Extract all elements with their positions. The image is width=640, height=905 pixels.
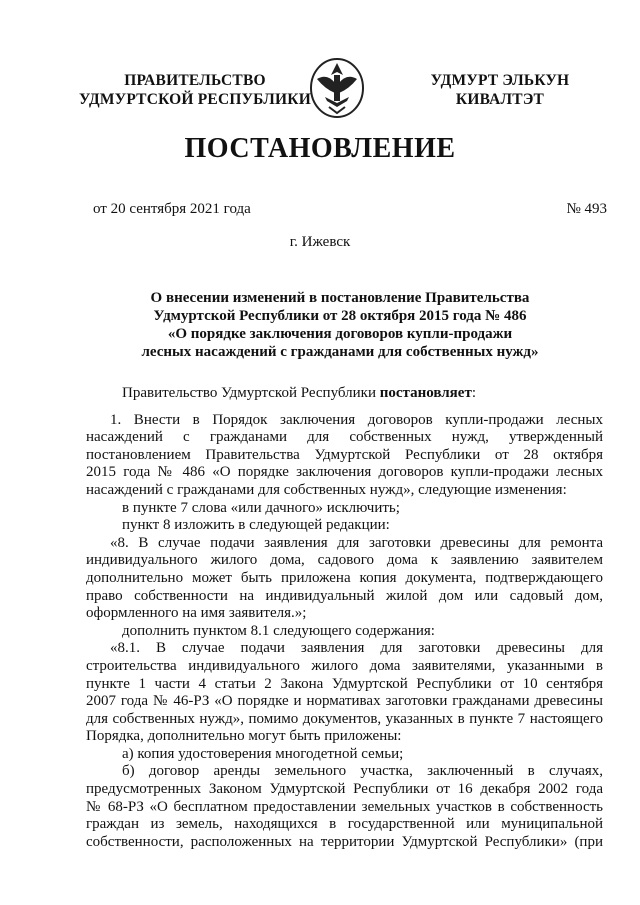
document-date: от 20 сентября 2021 года: [93, 201, 251, 217]
body-line: право собственности на индивидуальный жилой дом или садовый дом,: [86, 587, 603, 604]
title-line: Удмуртской Республики от 28 октября 2015 года № 486: [153, 308, 527, 324]
issuer-ud-line2: КИВАЛТЭТ: [455, 91, 545, 108]
title-line: О внесении изменений в постановление Правительства: [150, 290, 530, 306]
document-body: [86, 385, 603, 851]
coat-of-arms-icon: [309, 57, 365, 119]
intro-colon: :: [471, 385, 476, 401]
intro-paragraph: [86, 385, 603, 403]
intro-text: Правительство Удмуртской Республики: [122, 385, 380, 401]
issuer-ud-line1: УДМУРТ ЭЛЬКУН: [430, 72, 570, 89]
issuer-name-udmurt: [400, 71, 600, 109]
issuer-ru-line1: ПРАВИТЕЛЬСТВО: [124, 72, 266, 89]
body-line: а) копия удостоверения многодетной семьи;: [122, 745, 404, 762]
body-line: 2007 года № 46-РЗ «О порядке и нормативах заготовки гражданами древесины: [86, 693, 603, 710]
document-type-heading: ПОСТАНОВЛЕНИЕ: [184, 133, 456, 164]
body-line: постановлением Правительства Удмуртской Республики от 28 октября: [86, 446, 603, 463]
body-line: в пункте 7 слова «или дачного» исключить;: [122, 499, 400, 516]
body-line: дополнительно может быть приложена копия документа, подтверждающего: [86, 569, 603, 586]
body-line: насаждений с гражданами для собственных нужд, утвержденный: [86, 429, 603, 446]
body-line: № 68-РЗ «О бесплатном предоставлении земельных участков в собственность: [86, 798, 603, 815]
body-line: «8.1. В случае подачи заявления для заготовки древесины для: [110, 640, 603, 657]
body-line: «8. В случае подачи заявления для заготовки древесины для ремонта: [110, 534, 603, 551]
intro-verb: постановляет: [379, 385, 472, 401]
title-line: лесных насаждений с гражданами для собственных нужд»: [141, 344, 539, 360]
body-line: строительства индивидуального жилого дома заявителями, указанными в: [86, 657, 603, 674]
body-line: пункт 8 изложить в следующей редакции:: [122, 517, 390, 534]
body-line: Порядка, дополнительно могут быть приложены:: [86, 728, 402, 745]
document-number: № 493: [566, 201, 607, 217]
document-title: [110, 289, 570, 361]
body-line: для собственных нужд», помимо документов, указанных в пункте 7 настоящего: [86, 710, 603, 727]
title-line: «О порядке заключения договоров купли-продажи: [167, 326, 513, 342]
document-city: г. Ижевск: [289, 234, 351, 250]
issuer-ru-line2: УДМУРТСКОЙ РЕСПУБЛИКИ: [79, 91, 311, 108]
body-line: предусмотренных Законом Удмуртской Республики от 16 декабря 2002 года: [86, 781, 603, 798]
body-line: собственности, расположенных на территории Удмуртской Республики» (при: [86, 833, 603, 850]
body-line: б) договор аренды земельного участка, заключенный в случаях,: [122, 763, 603, 780]
body-line: 1. Внести в Порядок заключения договоров купли-продажи лесных: [110, 411, 603, 428]
body-line: 2015 года № 486 «О порядке заключения договоров купли-продажи лесных: [86, 464, 603, 481]
body-line: граждан из земель, находящихся в государственной или муниципальной: [86, 816, 603, 833]
issuer-name-russian: [70, 71, 320, 109]
body-line: индивидуального жилого дома, садового дома к заявлению заявителем: [86, 552, 603, 569]
body-line: насаждений с гражданами для собственных нужд», следующие изменения:: [86, 481, 567, 498]
body-line: дополнить пунктом 8.1 следующего содержания:: [122, 622, 435, 639]
body-line: пункте 1 части 4 статьи 2 Закона Удмуртской Республики от 10 сентября: [86, 675, 603, 692]
body-line: оформленного на имя заявителя.»;: [86, 605, 307, 622]
